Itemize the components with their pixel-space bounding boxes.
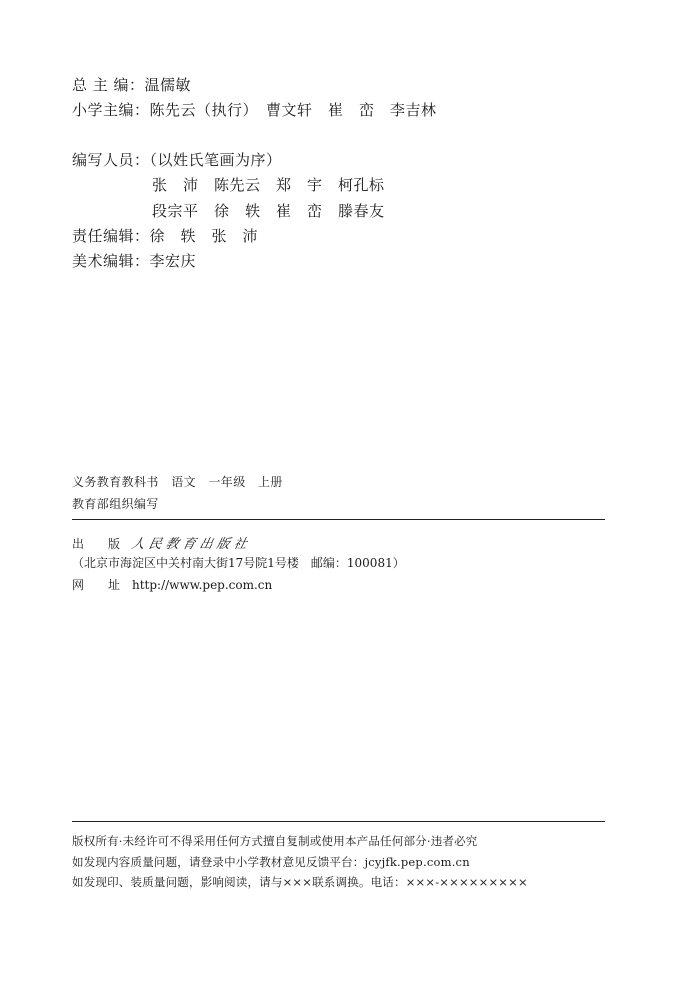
publisher-row: [72, 533, 251, 552]
art-editor: 美术编辑：李宏庆: [72, 252, 197, 270]
divider-bottom: [72, 821, 605, 822]
primary-school-editors: 小学主编：陈先云（执行） 曹文轩 崔 峦 李吉林: [72, 101, 437, 119]
website-row: [72, 576, 272, 593]
content-feedback-notice: 如发现内容质量问题，请登录中小学教材意见反馈平台：jcyjfk.pep.com.cn: [72, 855, 470, 869]
publisher-logo: 人民教育出版社: [129, 537, 253, 552]
print-quality-notice: 如发现印、装质量问题，影响阅读，请与×××联系调换。电话：×××-×××××××××: [72, 875, 528, 889]
copyright-notice: 版权所有·未经许可不得采用任何方式擅自复制或使用本产品任何部分·违者必究: [72, 834, 478, 848]
website-label: 网 址: [72, 578, 121, 592]
writers-row-2: 段宗平 徐 轶 崔 峦 滕春友: [152, 202, 385, 220]
writers-row-1: 张 沛 陈先云 郑 宇 柯孔标: [152, 176, 385, 194]
writers-label: 编写人员：（以姓氏笔画为序）: [72, 151, 282, 169]
publisher-address: （北京市海淀区中关村南大街17号院1号楼 邮编：100081）: [72, 556, 405, 570]
compiled-by: 教育部组织编写: [72, 497, 159, 511]
responsible-editors: 责任编辑：徐 轶 张 沛: [72, 227, 259, 245]
website-url[interactable]: http://www.pep.com.cn: [132, 578, 273, 592]
divider-top: [72, 519, 605, 520]
book-title: 义务教育教科书 语文 一年级 上册: [72, 475, 283, 489]
editor-in-chief: 总 主 编：温儒敏: [72, 76, 192, 94]
publisher-label: 出 版: [72, 537, 121, 551]
